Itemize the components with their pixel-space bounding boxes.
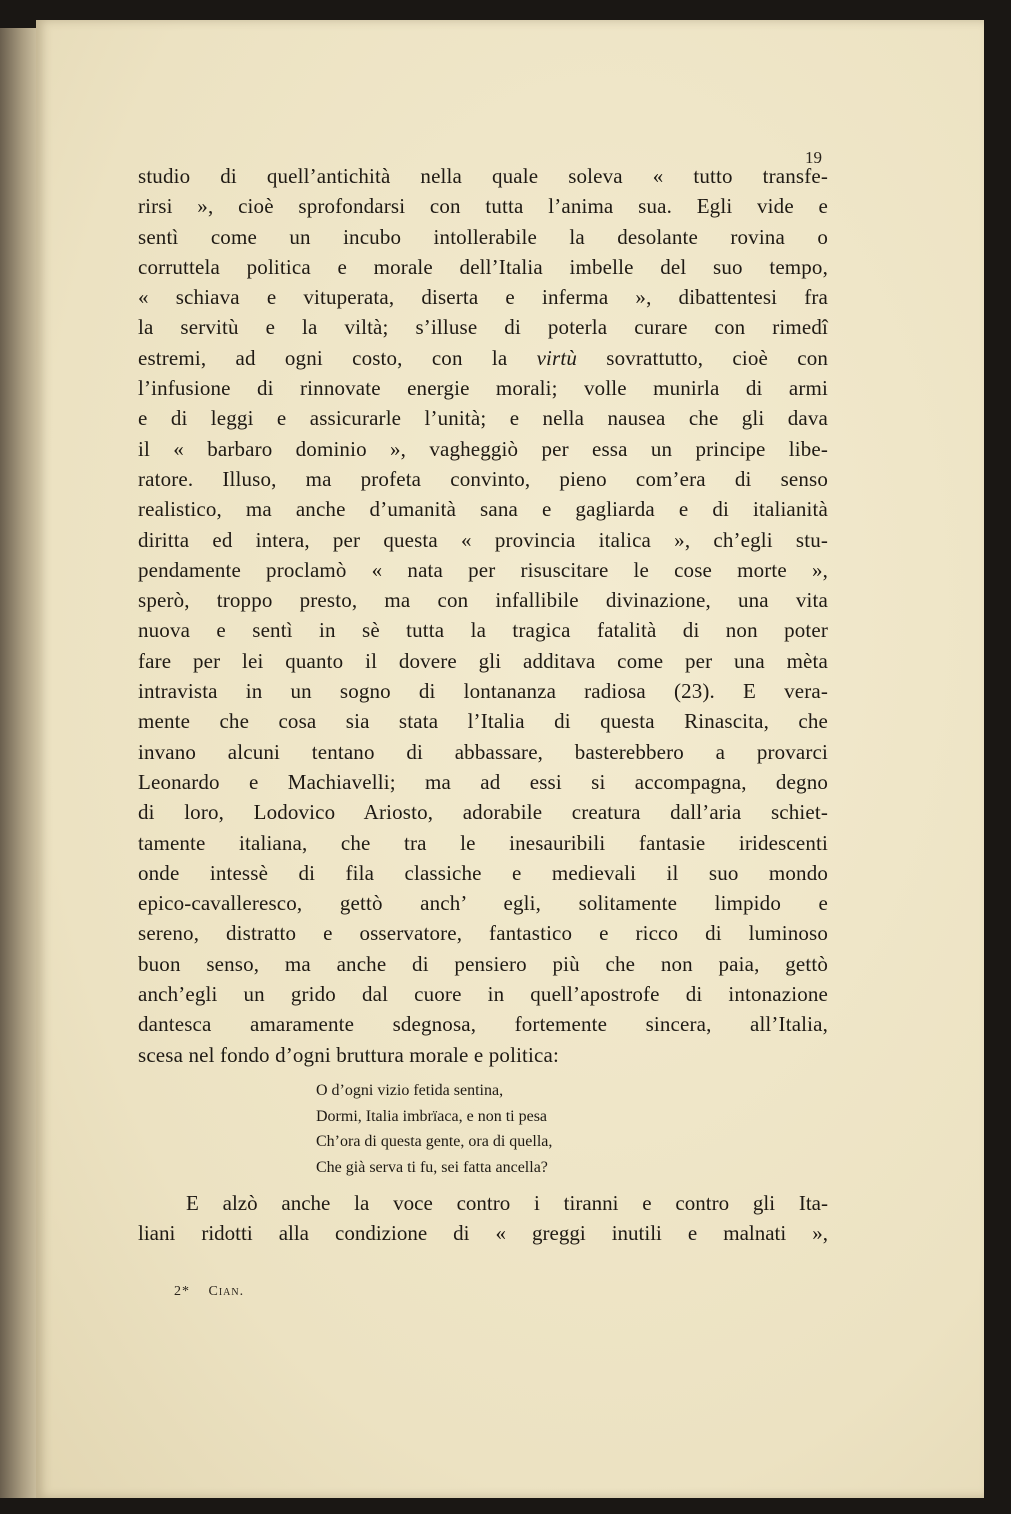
verse-quotation: [316, 1078, 736, 1180]
text-line: e di leggi e assicurarle l’unità; e nella nausea che gli dava: [138, 406, 828, 431]
text-line: nuova e sentì in sè tutta la tragica fatalità di non poter: [138, 618, 828, 643]
text-line: scesa nel fondo d’ogni bruttura morale e politica:: [138, 1042, 559, 1067]
verse-line: Ch’ora di questa gente, ora di quella,: [316, 1133, 553, 1150]
text-line: liani ridotti alla condizione di « greggi inutili e malnati »,: [138, 1221, 828, 1246]
text-line: diritta ed intera, per questa « provincia italica », ch’egli stu-: [138, 527, 828, 552]
verse-line: Che già serva ti fu, sei fatta ancella?: [316, 1158, 548, 1176]
text-line: studio di quell’antichità nella quale soleva « tutto transfe-: [138, 164, 828, 188]
text-line: estremi, ad ogni costo, con la virtù sovrattutto, cioè con: [138, 345, 828, 370]
text-line: epico-cavalleresco, gettò anch’ egli, solitamente limpido e: [138, 891, 828, 916]
text-line: tamente italiana, che tra le inesauribili fantasie iridescenti: [138, 830, 828, 855]
verse-line: Dormi, Italia imbrïaca, e non ti pesa: [316, 1107, 548, 1125]
signature-name: Cian.: [208, 1284, 245, 1299]
text-line: ratore. Illuso, ma profeta convinto, pieno com’era di senso: [138, 466, 828, 491]
text-line: fare per lei quanto il dovere gli additava come per una mèta: [138, 648, 828, 673]
text-line: Leonardo e Machiavelli; ma ad essi si accompagna, degno: [138, 769, 828, 794]
text-line: mente che cosa sia stata l’Italia di questa Rinascita, che: [138, 709, 828, 734]
page-number: 19: [805, 148, 822, 167]
text-line: realistico, ma anche d’umanità sana e gagliarda e di italianità: [138, 497, 828, 522]
signature-mark: [174, 1284, 244, 1300]
verse-line: O d’ogni vizio fetida sentina,: [316, 1082, 504, 1099]
text-line: invano alcuni tentano di abbassare, basterebbero a provarci: [138, 739, 828, 764]
signature-number: 2*: [174, 1284, 190, 1299]
text-line: la servitù e la viltà; s’illuse di poterla curare con rimedî: [138, 315, 828, 340]
text-line: intravista in un sogno di lontananza radiosa (23). E vera-: [138, 679, 828, 704]
text-line: pendamente proclamò « nata per risuscitare le cose morte »,: [138, 557, 828, 582]
text-line: onde intessè di fila classiche e medievali il suo mondo: [138, 860, 828, 885]
text-line: di loro, Lodovico Ariosto, adorabile creatura dall’aria schiet-: [138, 800, 828, 825]
text-line: « schiava e vituperata, diserta e inferma », dibattentesi fra: [138, 285, 828, 310]
text-line: sereno, distratto e osservatore, fantastico e ricco di luminoso: [138, 921, 828, 946]
text-line: buon senso, ma anche di pensiero più che non paia, gettò: [138, 951, 828, 976]
text-line: dantesca amaramente sdegnosa, fortemente sincera, all’Italia,: [138, 1012, 828, 1037]
text-line: rirsi », cioè sprofondarsi con tutta l’anima sua. Egli vide e: [138, 194, 828, 219]
paragraph-2: [138, 1188, 828, 1249]
text-line: sperò, troppo presto, ma con infallibile divinazione, una vita: [138, 588, 828, 613]
text-line: l’infusione di rinnovate energie morali; volle munirla di armi: [138, 376, 828, 401]
italic-word: virtù: [536, 345, 577, 370]
paragraph-1: [138, 161, 828, 1070]
text-line: sentì come un incubo intollerabile la desolante rovina o: [138, 224, 828, 249]
text-line: corruttela politica e morale dell’Italia imbelle del suo tempo,: [138, 254, 828, 279]
text-line: il « barbaro dominio », vagheggiò per essa un principe libe-: [138, 436, 828, 461]
text-line: anch’egli un grido dal cuore in quell’apostrofe di intonazione: [138, 982, 828, 1007]
text-line: E alzò anche la voce contro i tiranni e contro gli Ita-: [186, 1191, 828, 1215]
